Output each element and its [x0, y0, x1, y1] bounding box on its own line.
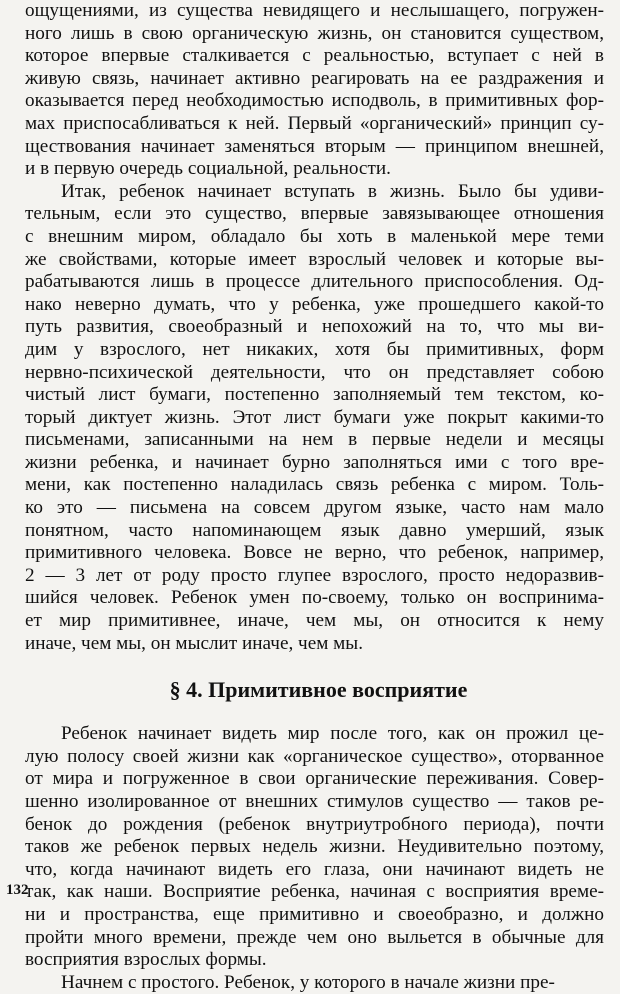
text-line: иначе, чем мы, он мыслит иначе, чем мы. [25, 632, 363, 654]
text-line: 2 — 3 лет от роду просто глупее взрослого, просто недоразвив- [25, 564, 604, 586]
text-line: чистый лист бумаги, постепенно заполняемый тем текстом, ко- [25, 384, 604, 406]
text-line: письменами, записанными на нем в первые недели и месяцы [25, 429, 604, 451]
paragraph [25, 0, 604, 181]
text-line: торый диктует жизнь. Этот лист бумаги уже покрыт какими-то [25, 406, 604, 428]
text-line: восприятия взрослых формы. [25, 949, 267, 971]
text-line: Ребенок начинает видеть мир после того, как он прожил це- [61, 723, 604, 745]
text-line: же свойствами, которые имеет взрослый человек и которые вы- [25, 248, 604, 270]
paragraph [25, 181, 604, 655]
text-line: понятном, часто напоминающем язык давно умерший, язык [25, 519, 604, 541]
text-block-after-heading [25, 723, 604, 994]
text-line: пройти много времени, прежде чем оно выльется в обычные для [25, 926, 604, 948]
text-line: мах приспосабливаться к ней. Первый «органический» принцип су- [25, 112, 604, 134]
text-line: бенок до рождения (ребенок внутриутробного периода), почти [25, 813, 604, 835]
text-line: которое впервые сталкивается с реальностью, вступает с ней в [25, 45, 604, 67]
text-line: от мира и погруженное в свои органические переживания. Совер- [25, 768, 604, 790]
text-line: Начнем с простого. Ребенок, у которого в начале жизни пре- [61, 971, 555, 993]
text-line: шенно изолированное от внешних стимулов существо — таков ре- [25, 791, 604, 812]
text-line: лую полосу своей жизни как «органическое существо», оторванное [25, 745, 604, 767]
paragraph [25, 723, 604, 972]
text-line: ощущениями, из существа невидящего и неслышащего, погружен- [25, 0, 604, 21]
text-line: тельным, если это существо, впервые завязывающее отношения [25, 203, 604, 225]
text-line: мени, как постепенно наладилась связь ребенка с миром. Толь- [25, 474, 604, 496]
text-line: так, как наши. Восприятие ребенка, начиная с восприятия време- [25, 881, 604, 903]
text-line: ного лишь в свою органическую жизнь, он становится существом, [25, 22, 604, 44]
text-line: ко это — письмена на совсем другом языке, часто нам мало [25, 497, 604, 519]
text-line: ществования начинает заменяться вторым — принципом внешней, [25, 135, 604, 157]
text-line: шийся человек. Ребенок умен по-своему, только он воспринима- [25, 587, 604, 609]
text-line: что, когда начинают видеть его глаза, они начинают видеть не [25, 858, 604, 880]
text-line: ет мир примитивнее, иначе, чем мы, он относится к нему [25, 610, 604, 632]
text-line: ни и пространства, еще примитивно и своеобразно, и должно [25, 903, 604, 925]
text-line: живую связь, начинает активно реагировать на ее раздражения и [25, 67, 604, 89]
text-line: дим у взрослого, нет никаких, хотя бы примитивных, форм [25, 338, 604, 360]
text-line: жизни ребенка, и начинает бурно заполняться ими с того вре- [25, 451, 604, 473]
text-line: нако неверно думать, что у ребенка, уже прошедшего какой-то [25, 293, 604, 315]
text-line: нервно-психической деятельности, что он представляет собою [25, 361, 604, 383]
section-heading: § 4. Примитивное восприятие [169, 677, 468, 703]
text-line: примитивного человека. Вовсе не верно, что ребенок, например, [25, 542, 604, 564]
text-line: путь развития, своеобразный и непохожий на то, что мы ви- [25, 316, 604, 338]
text-line: и в первую очередь социальной, реальности. [25, 158, 391, 180]
page-number: 132 [6, 882, 29, 898]
paragraph [25, 972, 604, 994]
text-line: Итак, ребенок начинает вступать в жизнь. Было бы удиви- [61, 180, 604, 202]
text-line: оказывается перед необходимостью исподволь, в примитивных фор- [25, 90, 604, 112]
text-line: рабатываются лишь в процессе длительного приспособления. Од- [25, 271, 604, 293]
text-line: таков же ребенок первых недель жизни. Неудивительно поэтому, [25, 836, 604, 858]
text-line: с внешним миром, обладало бы хоть в маленькой мере теми [25, 225, 604, 247]
text-block-before-heading [25, 0, 604, 655]
